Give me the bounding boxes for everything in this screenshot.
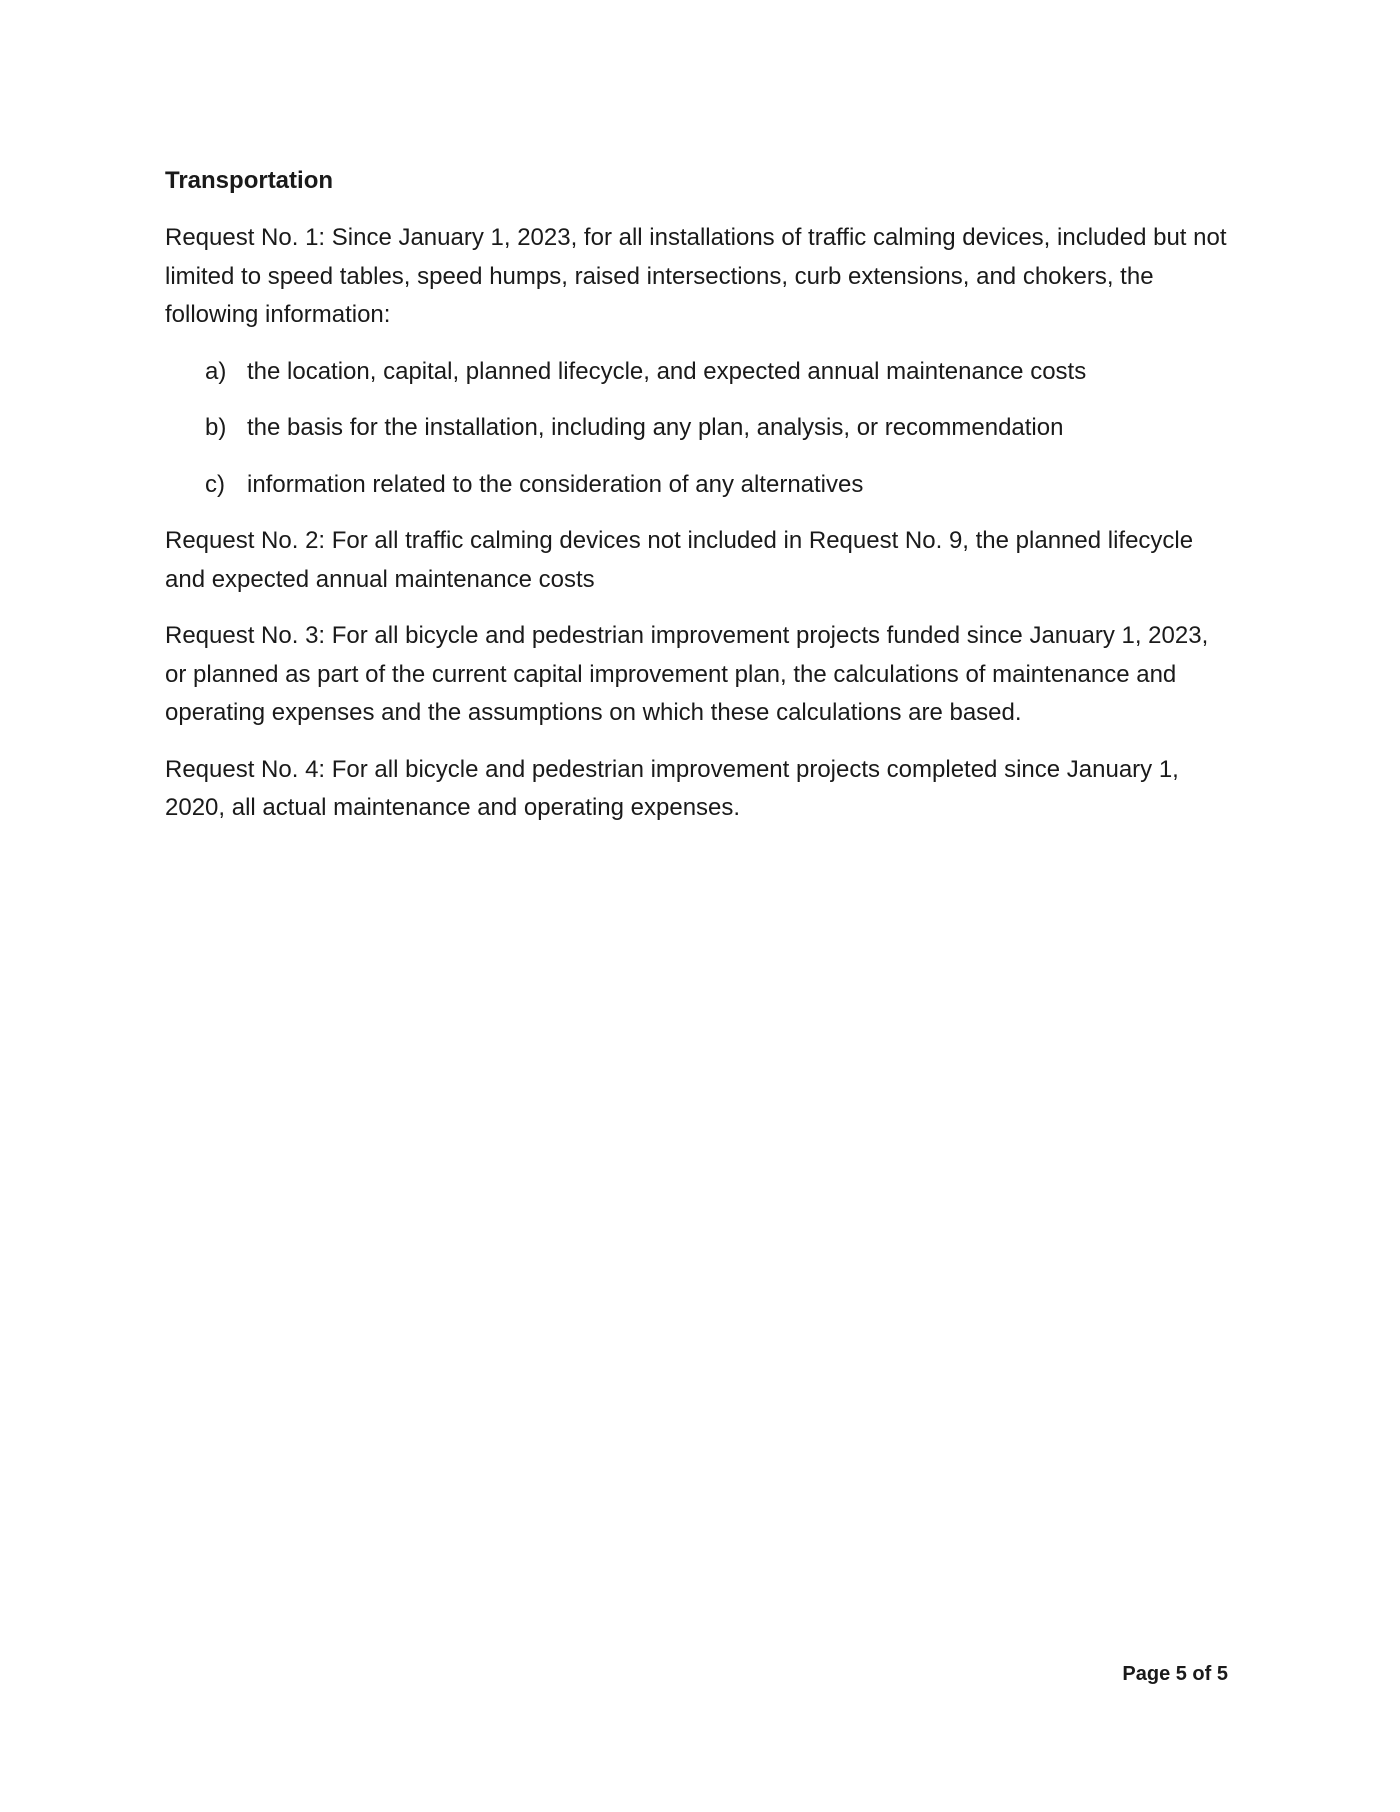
list-marker: c)	[205, 470, 225, 498]
request-4-paragraph: Request No. 4: For all bicycle and pedestrian improvement projects completed since January 1, 2020, all actual maintenance and operating expenses.	[165, 755, 1179, 821]
page-number-label: Page 5 of 5	[1122, 1663, 1228, 1685]
list-marker: a)	[205, 357, 227, 385]
request-2-paragraph: Request No. 2: For all traffic calming devices not included in Request No. 9, the planned lifecycle and expected annual maintenance costs	[165, 527, 1194, 593]
request-1-list	[165, 353, 1235, 505]
list-item	[205, 409, 1235, 448]
section-title: Transportation	[165, 167, 334, 194]
list-item-text: information related to the consideration of any alternatives	[247, 470, 864, 498]
list-marker: b)	[205, 414, 227, 441]
request-3-paragraph: Request No. 3: For all bicycle and pedestrian improvement projects funded since January 1, 2023, or planned as part of the current capital improvement plan, the calculations of maintenance and operating expenses and the assumptions on which these calculations are based.	[165, 622, 1209, 726]
list-item-text: the basis for the installation, including any plan, analysis, or recommendation	[247, 414, 1064, 441]
request-1-paragraph: Request No. 1: Since January 1, 2023, for all installations of traffic calming devices, included but not limited to speed tables, speed humps, raised intersections, curb extensions, and chokers, the following information:	[165, 224, 1227, 328]
list-item-text: the location, capital, planned lifecycle, and expected annual maintenance costs	[247, 357, 1087, 385]
list-item	[205, 466, 1235, 505]
document-body	[165, 163, 1235, 846]
list-item	[205, 353, 1235, 392]
